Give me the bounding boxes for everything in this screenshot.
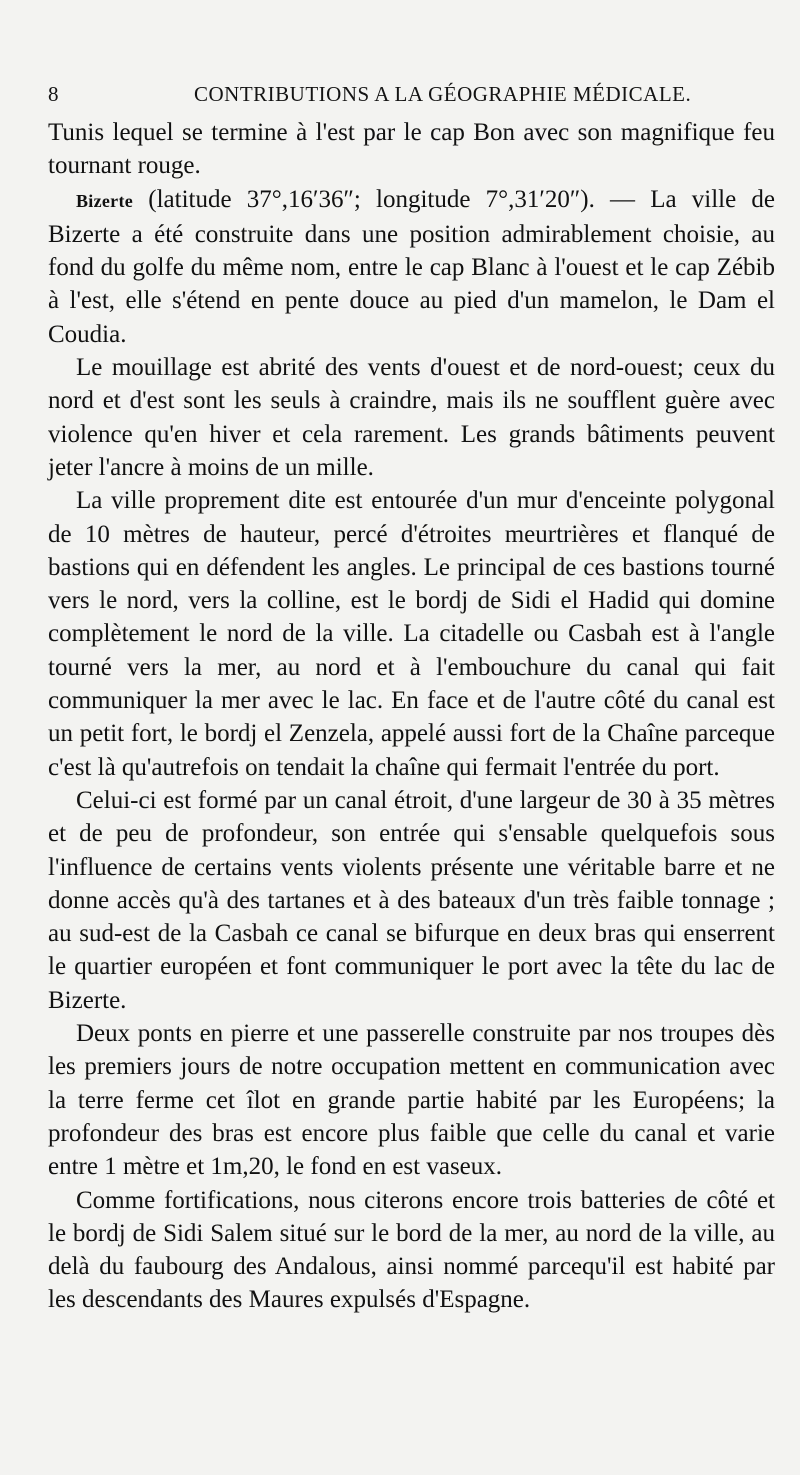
- paragraph: Celui-ci est formé par un canal étroit, d'une largeur de 30 à 35 mètres et de peu de profondeur, son entrée qui s'ensable quelquefois sous l'influence de certains vents violents présente une véritable barre et ne donne accès qu'à des tartanes et à des bateaux d'un très faible tonnage ; au sud-est de la Casbah ce canal se bifurque en deux bras qui enserrent le quartier européen et font communiquer le port avec la tête du lac de Bizerte.: [48, 786, 775, 1014]
- body-text: [48, 116, 775, 1317]
- paragraph: Tunis lequel se termine à l'est par le cap Bon avec son magnifique feu tournant rouge.: [48, 119, 775, 180]
- paragraph-text: (latitude 37°,16′36″; longitude 7°,31′20″). — La ville de Bizerte a été construite dans une position admirablement choisie, au fond du golfe du même nom, entre le cap Blanc à l'ouest et le cap Zébib à l'est, elle s'étend en pente douce au pied d'un mamelon, le Dam el Coudia.: [48, 185, 775, 348]
- page-header: [48, 82, 788, 112]
- paragraph: Comme fortifications, nous citerons encore trois batteries de côté et le bordj de Sidi Salem situé sur le bord de la mer, au nord de la ville, au delà du faubourg des Andalous, ainsi nommé parcequ'il est habité par les descendants des Maures expulsés d'Espagne.: [48, 1186, 775, 1314]
- paragraph: La ville proprement dite est entourée d'un mur d'enceinte polygonal de 10 mètres de hauteur, percé d'étroites meurtrières et flanqué de bastions qui en défendent les angles. Le principal de ces bastions tourné vers le nord, vers la colline, est le bordj de Sidi el Hadid qui domine complètement le nord de la ville. La citadelle ou Casbah est à l'angle tourné vers la mer, au nord et à l'embouchure du canal qui fait communiquer la mer avec le lac. En face et de l'autre côté du canal est un petit fort, le bordj el Zenzela, appelé aussi fort de la Chaîne parceque c'est là qu'autrefois on tendait la chaîne qui fermait l'entrée du port.: [48, 487, 775, 781]
- paragraph-bizerte: [48, 183, 775, 351]
- running-head: CONTRIBUTIONS A LA GÉOGRAPHIE MÉDICALE.: [194, 82, 692, 106]
- paragraph: Deux ponts en pierre et une passerelle construite par nos troupes dès les premiers jours de notre occupation mettent en communication avec la terre ferme cet îlot en grande partie habité par les Européens; la profondeur des bras est encore plus faible que celle du canal et varie entre 1 mètre et 1m,20, le fond en est vaseux.: [48, 1020, 775, 1181]
- paragraph: Le mouillage est abrité des vents d'ouest et de nord-ouest; ceux du nord et d'est sont les seuls à craindre, mais ils ne soufflent guère avec violence qu'en hiver et cela rarement. Les grands bâtiments peuvent jeter l'ancre à moins de un mille.: [48, 354, 775, 481]
- page-number: 8: [48, 82, 59, 106]
- section-sidehead: Bizerte: [76, 190, 134, 211]
